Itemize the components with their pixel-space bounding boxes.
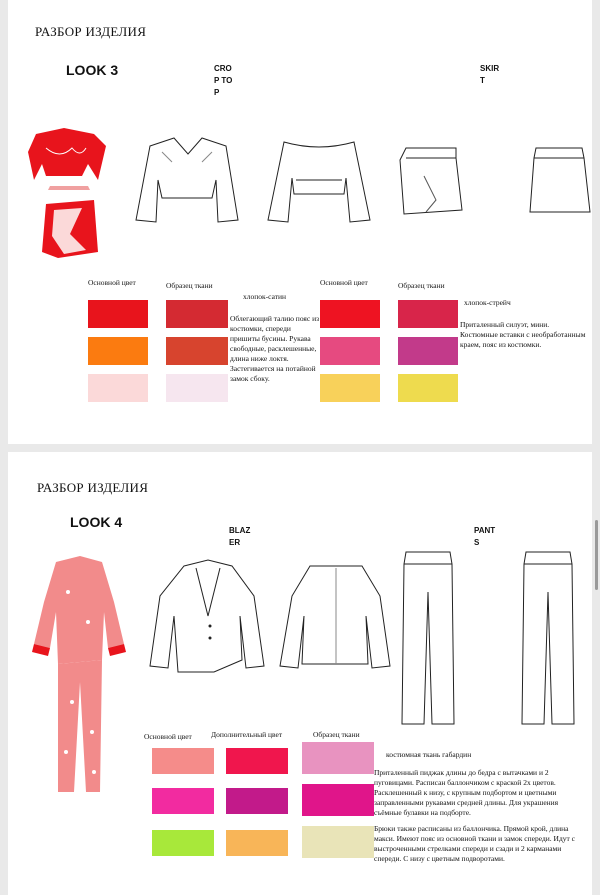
base-color-swatch-1 [152,748,214,774]
look-title: LOOK 4 [70,514,123,530]
crop-top-front-sketch [132,132,242,227]
scrollbar[interactable] [595,520,598,590]
color-swatch-2 [88,337,148,365]
extra-color-swatch-2 [226,788,288,814]
look-3-illustration [24,124,114,264]
garment-title-pants: PANTS [474,526,496,547]
skirt-back-sketch [526,140,592,220]
skirt-color-swatch-1 [320,300,380,328]
base-color-label: Основной цвет [88,278,136,287]
fabric-label-skirt: Образец ткани [398,281,445,290]
garment-title-skirt: SKIRT [480,64,500,85]
garment-title-blazer: BLAZER [229,526,251,547]
fabric-name: костюмная ткань габардин [386,750,472,759]
extra-color-label: Дополнительный цвет [211,730,283,739]
garment-title-crop-top: CROP TOP [214,64,233,97]
skirt-fabric-swatch-3 [398,374,458,402]
base-color-swatch-2 [152,788,214,814]
description-skirt: Приталенный силуэт, мини. Костюмные вставки с необработанным краем, пояс из костюмки. [460,320,586,349]
crop-top-back-sketch [264,132,374,227]
fabric-swatch-1 [166,300,228,328]
extra-color-swatch-3 [226,830,288,856]
page-heading: РАЗБОР ИЗДЕЛИЯ [37,480,149,495]
blazer-front-sketch [144,556,274,676]
description-crop-top: Облегающий талию пояс из костюмки, спереди пришиты бусины. Рукава свободные, расклешенные, длина ниже локтя. Застегивается на потайной замок сбоку. [230,314,320,383]
blazer-back-sketch [276,556,396,676]
fabric-swatch-1 [302,742,374,774]
skirt-color-swatch-3 [320,374,380,402]
color-swatch-3 [88,374,148,402]
skirt-color-swatch-2 [320,337,380,365]
page-heading: РАЗБОР ИЗДЕЛИЯ [35,24,147,39]
page-look-4 [8,452,592,895]
fabric-swatch-2 [302,784,374,816]
skirt-fabric-swatch-2 [398,337,458,365]
extra-color-swatch-1 [226,748,288,774]
description-blazer: Приталенный пиджак длины до бедра с вытачками и 2 пуговицами. Расписан баллончиком с краской 2х цветов. Расклешенный к низу, с крупным подбортом и цветными заправленными рукавами средней длины. Для украшения съёмные булавки на подборте. [374,768,559,817]
fabric-name-top: хлопок-сатин [243,292,287,301]
fabric-name-skirt: хлопок-стрейч [464,298,511,307]
skirt-front-sketch [396,140,466,220]
fabric-swatch-3 [166,374,228,402]
fabric-swatch-3 [302,826,374,858]
base-color-label: Основной цвет [144,732,192,741]
fabric-label: Образец ткани [166,281,213,290]
skirt-fabric-swatch-1 [398,300,458,328]
base-color-label-skirt: Основной цвет [320,278,368,287]
look-4-illustration [28,552,132,802]
look-title: LOOK 3 [66,62,119,78]
description-pants: Брюки также расписаны из баллончика. Прямой крой, длина макси. Имеют пояс из основной ткани и замок спереди. Идут с выстроченными стрелками спереди и сзади и 2 карманами спереди. С низу с цветным подворотами. [374,824,575,863]
pants-back-sketch [520,548,576,728]
base-color-swatch-3 [152,830,214,856]
page-look-3 [8,0,592,444]
fabric-label: Образец ткани [313,730,360,739]
pants-front-sketch [400,548,456,728]
fabric-swatch-2 [166,337,228,365]
color-swatch-1 [88,300,148,328]
